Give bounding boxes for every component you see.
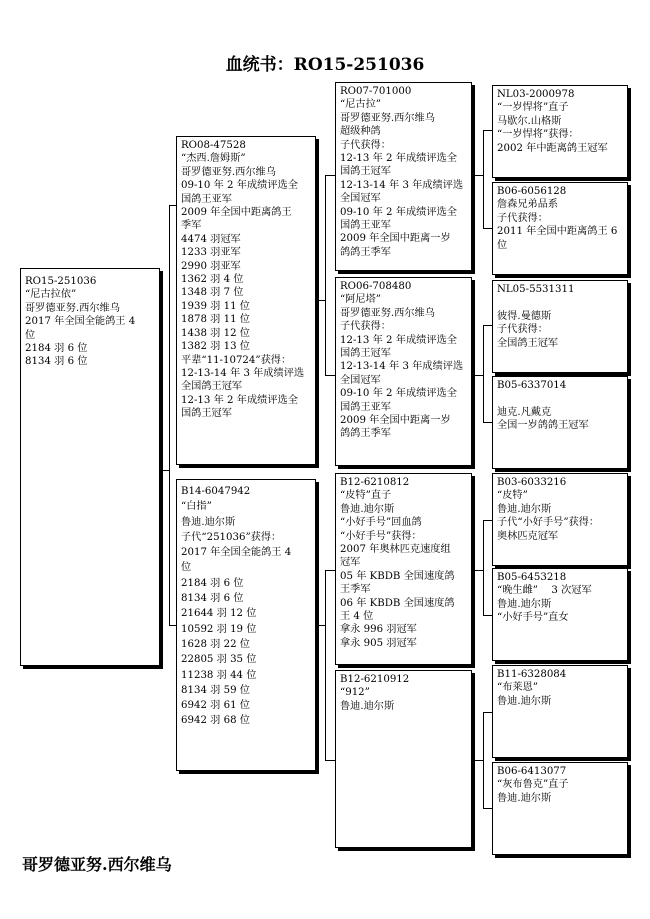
pedigree-line: 2017 年全国全能鸽王 4 xyxy=(25,316,136,328)
pedigree-line: 马歇尔.山格斯 xyxy=(497,115,562,127)
pedigree-line: 詹森兄弟品系 xyxy=(497,199,559,211)
pedigree-line: 1382 羽 13 位 xyxy=(181,341,250,353)
pedigree-line: 2009 年全国中距离鸽王 xyxy=(181,207,292,219)
connector xyxy=(325,375,335,376)
pedigree-line: 12-13-14 年 3 年成绩评选 xyxy=(340,179,464,191)
pedigree-line: 拿永 905 羽冠军 xyxy=(340,637,417,649)
pedigree-line: 12-13 年 2 年成绩评选全 xyxy=(340,153,457,165)
connector xyxy=(475,375,483,376)
ggp-card-5 xyxy=(492,473,628,566)
pedigree-line: 哥罗德亚努.西尔维乌 xyxy=(340,307,435,319)
pedigree-line: RO08-47528 xyxy=(181,140,246,151)
pedigree-line: 子代获得： xyxy=(340,321,391,333)
pedigree-line: “白指” xyxy=(181,501,212,513)
pedigree-line: 2007 年奥林匹克速度组 xyxy=(340,544,451,556)
ggp-card-7 xyxy=(492,665,628,758)
ggp-card-4 xyxy=(492,376,628,469)
pedigree-line: B11-6328084 xyxy=(497,669,567,680)
pedigree-line: 全国冠军 xyxy=(340,374,381,386)
pedigree-line: 迪克.凡戴克 xyxy=(497,406,552,418)
pedigree-line: 鲁迪.迪尔斯 xyxy=(340,503,395,515)
pedigree-line: 季军 xyxy=(181,220,202,232)
pedigree-line: 国鸽王冠军 xyxy=(340,348,391,360)
connector xyxy=(325,175,335,176)
pedigree-line: “尼古拉” xyxy=(340,99,381,111)
connector xyxy=(475,760,483,761)
pedigree-line: 06 年 KBDB 全国速度鸽 xyxy=(340,597,455,609)
pedigree-line: 王 4 位 xyxy=(340,611,374,623)
pedigree-line: “一岁悍将”获得： xyxy=(497,129,579,141)
connector xyxy=(483,130,484,228)
pedigree-line: 平辈“11-10724”获得： xyxy=(181,354,292,366)
pedigree-line: B03-6033216 xyxy=(497,477,567,488)
pedigree-line: RO07-701000 xyxy=(340,86,412,97)
pedigree-line: 全国鸽王冠军 xyxy=(181,381,243,393)
pedigree-line: RO06-708480 xyxy=(340,281,412,292)
pedigree-line: 子代获得： xyxy=(497,212,548,224)
connector xyxy=(316,625,325,626)
granddam-paternal-card xyxy=(335,277,472,466)
pedigree-line: 国鸽王冠军 xyxy=(340,166,391,178)
pedigree-line: 2184 羽 6 位 xyxy=(181,577,244,589)
pedigree-line: 鲁迪.迪尔斯 xyxy=(181,516,236,528)
pedigree-line: 超级种鸽 xyxy=(340,126,381,138)
pedigree-line: 2002 年中距离鸽王冠军 xyxy=(497,142,608,154)
pedigree-line: 09-10 年 2 年成绩评选全 xyxy=(340,206,457,218)
pedigree-line: 国鸽王亚军 xyxy=(340,220,391,232)
pedigree-line: 子代“251036”获得： xyxy=(181,531,282,543)
pedigree-line: 国鸽王亚军 xyxy=(181,193,232,205)
connector xyxy=(483,325,484,422)
pedigree-line: 位 xyxy=(497,239,508,251)
pedigree-line: 位 xyxy=(25,329,36,341)
pedigree-line: 1438 羽 12 位 xyxy=(181,327,250,339)
pedigree-line: NL05-5531311 xyxy=(497,284,575,295)
connector xyxy=(325,175,326,375)
pedigree-line: 鲁迪.迪尔斯 xyxy=(497,792,552,804)
pedigree-line: “灰布鲁克”直子 xyxy=(497,779,569,791)
pedigree-line: B14-6047942 xyxy=(181,486,251,497)
breeder-footer: 哥罗德亚努.西尔维乌 xyxy=(22,855,172,874)
pedigree-line: 2990 羽亚军 xyxy=(181,260,241,272)
pedigree-line: RO15-251036 xyxy=(25,276,97,287)
pedigree-line: “阿尼塔” xyxy=(340,294,381,306)
connector xyxy=(325,760,335,761)
connector xyxy=(325,570,326,760)
connector xyxy=(169,625,176,626)
pedigree-line: 1878 羽 11 位 xyxy=(181,314,250,326)
pedigree-line: 12-13 年 2 年成绩评选全 xyxy=(181,394,298,406)
connector xyxy=(169,205,176,206)
connector xyxy=(483,228,492,229)
pedigree-line: 鲁迪.迪尔斯 xyxy=(497,695,552,707)
connector xyxy=(316,300,325,301)
subject-card xyxy=(20,268,160,666)
connector xyxy=(160,470,169,471)
connector xyxy=(483,130,492,131)
pedigree-line: 12-13-14 年 3 年成绩评选 xyxy=(181,367,305,379)
pedigree-line: 1628 羽 22 位 xyxy=(181,638,250,650)
pedigree-line: 2011 年全国中距离鸽王 6 xyxy=(497,226,618,238)
pedigree-line: “皮特” xyxy=(497,490,528,502)
connector xyxy=(483,520,484,615)
pedigree-line: 国鸽王冠军 xyxy=(181,408,232,420)
pedigree-line: 鲁迪.迪尔斯 xyxy=(497,503,552,515)
pedigree-line: 2009 年全国中距离一岁 xyxy=(340,415,451,427)
pedigree-line: 10592 羽 19 位 xyxy=(181,623,257,635)
connector xyxy=(325,570,335,571)
ggp-card-2 xyxy=(492,182,628,275)
pedigree-line: 22805 羽 35 位 xyxy=(181,654,257,666)
pedigree-line: “一岁悍将”直子 xyxy=(497,102,569,114)
pedigree-line: B12-6210912 xyxy=(340,674,410,685)
pedigree-line: “晚生雌” 3 次冠军 xyxy=(497,585,592,597)
ggp-card-3 xyxy=(492,280,628,373)
pedigree-line: 05 年 KBDB 全国速度鸽 xyxy=(340,570,455,582)
pedigree-line: 1348 羽 7 位 xyxy=(181,287,244,299)
connector xyxy=(483,712,484,808)
pedigree-line: 哥罗德亚努.西尔维乌 xyxy=(340,112,435,124)
pedigree-line: 国鸽王亚军 xyxy=(340,401,391,413)
pedigree-line xyxy=(497,392,623,405)
pedigree-line: 11238 羽 44 位 xyxy=(181,669,257,681)
pedigree-line: 6942 羽 68 位 xyxy=(181,715,250,727)
pedigree-line: 2009 年全国中距离一岁 xyxy=(340,233,451,245)
pedigree-line: B12-6210812 xyxy=(340,477,410,488)
pedigree-line: 哥罗德亚努.西尔维乌 xyxy=(181,166,276,178)
pedigree-line: 鲁迪.迪尔斯 xyxy=(340,700,395,712)
pedigree-line: 子代“小好手号”获得： xyxy=(497,517,600,529)
connector xyxy=(483,808,492,809)
connector xyxy=(483,520,492,521)
pedigree-line: “布莱恩” xyxy=(497,682,538,694)
dam-card xyxy=(176,479,316,771)
pedigree-line: 王季军 xyxy=(340,584,371,596)
pedigree-line: 全国一岁鸽鸽王冠军 xyxy=(497,420,589,432)
pedigree-line: 位 xyxy=(181,562,192,574)
sire-card xyxy=(176,136,316,465)
pedigree-line: 4474 羽冠军 xyxy=(181,233,241,245)
pedigree-line: “小好手号”获得： xyxy=(340,530,422,542)
pedigree-line: 1939 羽 11 位 xyxy=(181,300,250,312)
pedigree-line: 21644 羽 12 位 xyxy=(181,608,257,620)
pedigree-line: 全国冠军 xyxy=(340,193,381,205)
pedigree-line: B06-6056128 xyxy=(497,186,567,197)
pedigree-line: 1233 羽亚军 xyxy=(181,247,241,259)
pedigree-line: 奥林匹克冠军 xyxy=(497,530,559,542)
pedigree-line: 2017 年全国全能鸽王 4 xyxy=(181,547,292,559)
pedigree-line: 鸽鸽王季军 xyxy=(340,428,391,440)
granddam-maternal-card xyxy=(335,670,472,848)
pedigree-line: 12-13 年 2 年成绩评选全 xyxy=(340,334,457,346)
ggp-card-6 xyxy=(492,568,628,661)
pedigree-line: “小好手号”直女 xyxy=(497,612,569,624)
connector xyxy=(475,175,483,176)
pedigree-line: 子代获得： xyxy=(497,324,548,336)
pedigree-line: 冠军 xyxy=(340,557,361,569)
pedigree-line: 8134 羽 6 位 xyxy=(181,593,244,605)
connector xyxy=(483,325,492,326)
pedigree-line xyxy=(497,296,623,309)
grandsire-paternal-card xyxy=(335,82,472,271)
page-title: 血统书：RO15-251036 xyxy=(225,55,425,75)
pedigree-line: 彼得.曼德斯 xyxy=(497,310,552,322)
pedigree-line: 全国鸽王冠军 xyxy=(497,337,559,349)
connector xyxy=(483,422,492,423)
pedigree-line: 鸽鸽王季军 xyxy=(340,246,391,258)
pedigree-line: 09-10 年 2 年成绩评选全 xyxy=(181,180,298,192)
pedigree-line: “尼古拉依” xyxy=(25,289,77,301)
pedigree-line: 2184 羽 6 位 xyxy=(25,343,88,355)
pedigree-line: 鲁迪.迪尔斯 xyxy=(497,598,552,610)
connector xyxy=(169,205,170,625)
pedigree-line: 8134 羽 59 位 xyxy=(181,684,250,696)
connector xyxy=(483,712,492,713)
ggp-card-1 xyxy=(492,85,628,178)
pedigree-line: 6942 羽 61 位 xyxy=(181,700,250,712)
pedigree-line: “小好手号”回血鸽 xyxy=(340,517,422,529)
pedigree-line: 1362 羽 4 位 xyxy=(181,274,244,286)
pedigree-line: “杰西.詹姆斯” xyxy=(181,153,246,165)
pedigree-line: 09-10 年 2 年成绩评选全 xyxy=(340,388,457,400)
connector xyxy=(483,615,492,616)
pedigree-line: 子代获得： xyxy=(340,139,391,151)
grandsire-maternal-card xyxy=(335,473,472,665)
ggp-card-8 xyxy=(492,762,628,855)
pedigree-line: “912” xyxy=(340,687,370,699)
pedigree-line: “皮特”直子 xyxy=(340,490,392,502)
pedigree-line: B06-6413077 xyxy=(497,766,567,777)
pedigree-line: B05-6337014 xyxy=(497,380,567,391)
pedigree-line: 12-13-14 年 3 年成绩评选 xyxy=(340,361,464,373)
pedigree-line: B05-6453218 xyxy=(497,572,567,583)
pedigree-line: 哥罗德亚努.西尔维乌 xyxy=(25,302,120,314)
connector xyxy=(475,570,483,571)
pedigree-line: NL03-2000978 xyxy=(497,89,575,100)
pedigree-line: 8134 羽 6 位 xyxy=(25,356,88,368)
pedigree-line: 拿永 996 羽冠军 xyxy=(340,624,417,636)
